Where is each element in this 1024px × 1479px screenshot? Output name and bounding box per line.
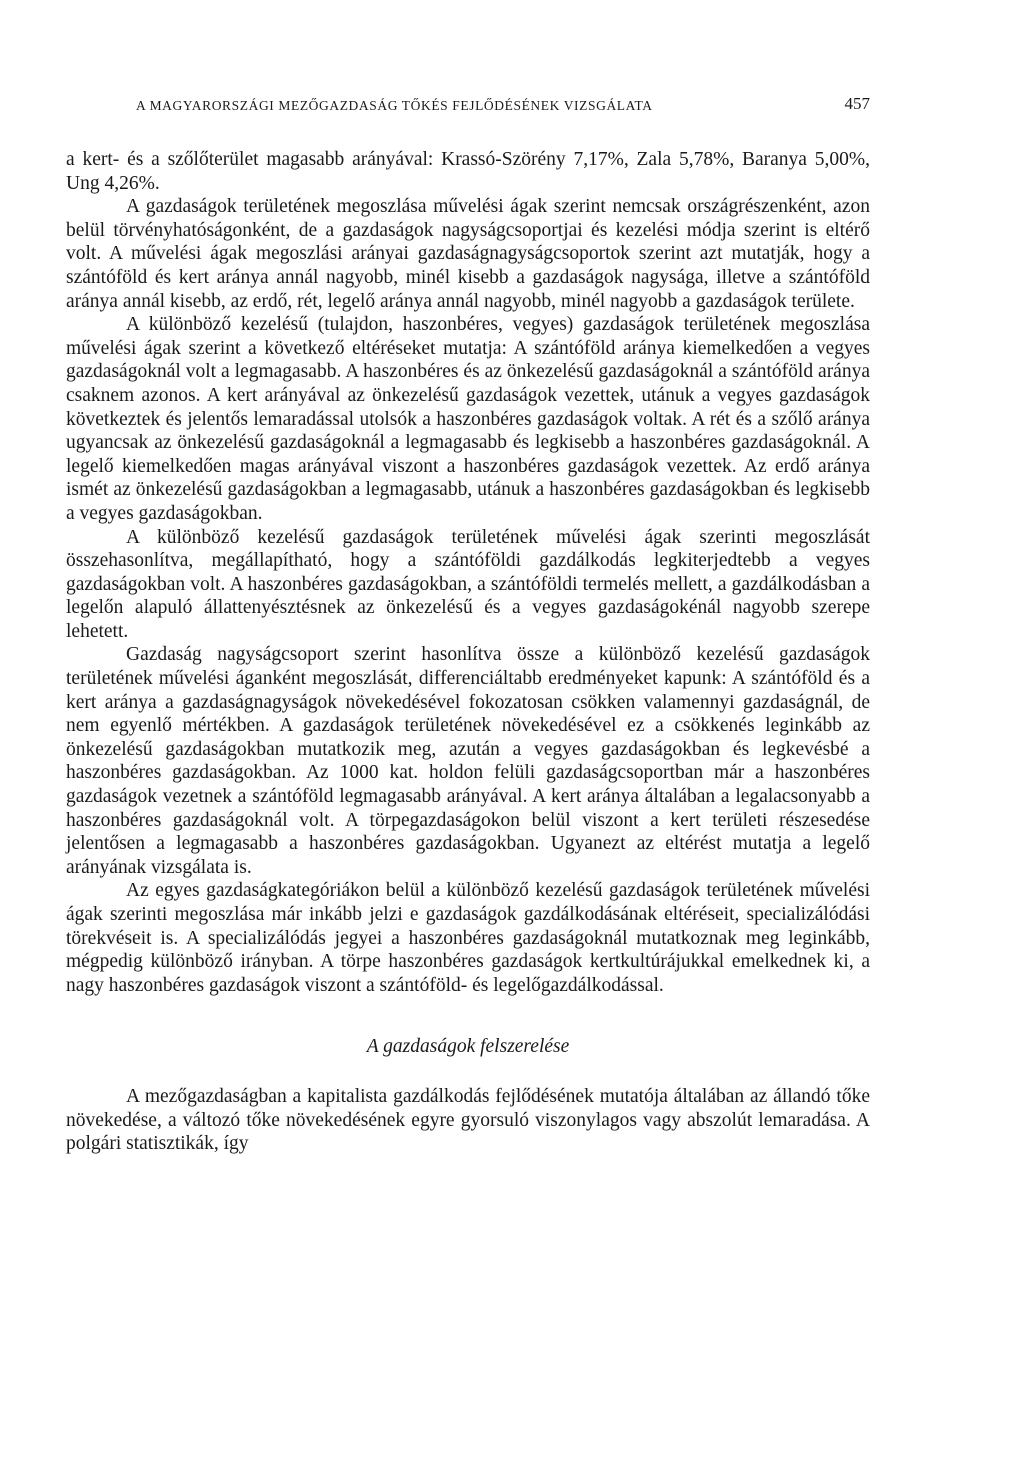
paragraph: Az egyes gazdaságkategóriákon belül a különböző kezelésű gazdaságok területének művelési ágak szerinti megoszlása már inkább jelzi e gazdaságok gazdálkodásának eltéréseit, specializálódási törekvéseit is. A specializálódás jegyei a haszonbéres gazdaságoknál mutatkoznak meg leginkább, mégpedig különböző irányban. A törpe haszonbéres gazdaságok kertkultúrájukkal emelkednek ki, a nagy haszonbéres gazdaságok viszont a szántóföld- és legelőgazdálkodással.	[66, 880, 870, 996]
book-page	[66, 92, 870, 1156]
paragraph: A különböző kezelésű gazdaságok területének művelési ágak szerinti megoszlását összehasonlítva, megállapítható, hogy a szántóföldi gazdálkodás legkiterjedtebb a vegyes gazdaságokban volt. A haszonbéres gazdaságokban, a szántóföldi termelés mellett, a gazdálkodásban a legelőn alapuló állattenyésztésnek az önkezelésű és a vegyes gazdaságokénál nagyobb szerepe lehetett.	[66, 526, 870, 642]
paragraph: A mezőgazdaságban a kapitalista gazdálkodás fejlődésének mutatója általában az állandó tőke növekedése, a változó tőke növekedésének egyre gyorsuló viszonylagos vagy abszolút lemaradása. A polgári statisztikák, így	[66, 1085, 870, 1155]
running-title: A MAGYARORSZÁGI MEZŐGAZDASÁG TŐKÉS FEJLŐDÉSÉNEK VIZSGÁLATA	[136, 98, 653, 113]
page-number: 457	[844, 94, 870, 113]
running-header	[66, 92, 870, 122]
paragraph: Gazdaság nagyságcsoport szerint hasonlítva össze a különböző kezelésű gazdaságok területének művelési áganként megoszlását, differenciáltabb eredményeket kapunk: A szántóföld és a kert aránya a gazdaságnagyságok növekedésével fokozatosan csökken valamennyi gazdaságnál, de nem egyenlő mértékben. A gazdaságok területének növekedésével ez a csökkenés leginkább az önkezelésű gazdaságokban mutatkozik meg, azután a vegyes gazdaságokban és legkevésbé a haszonbéres gazdaságokban. Az 1000 kat. holdon felüli gazdaságcsoportban már a haszonbéres gazdaságok vezetnek a szántóföld legmagasabb arányával. A kert aránya általában a legalacsonyabb a haszonbéres gazdaságoknál volt. A törpegazdaságokon belül viszont a kert területi részesedése jelentősen a legmagasabb a haszonbéres gazdaságokban. Ugyanezt az eltérést mutatja a legelő arányának vizsgálata is.	[66, 644, 870, 878]
paragraph: a kert- és a szőlőterület magasabb arányával: Krassó-Szörény 7,17%, Zala 5,78%, Baranya 5,00%, Ung 4,26%.	[66, 149, 870, 194]
body-text	[66, 148, 870, 1156]
paragraph: A különböző kezelésű (tulajdon, haszonbéres, vegyes) gazdaságok területének megoszlása művelési ágak szerint a következő eltéréseket mutatja: A szántóföld aránya kiemelkedően a vegyes gazdaságoknál volt a legmagasabb. A haszonbéres és az önkezelésű gazdaságoknál a szántóföld aránya csaknem azonos. A kert arányával az önkezelésű gazdaságok vezettek, utánuk a vegyes gazdaságok következtek és jelentős lemaradással utolsók a haszonbéres gazdaságok voltak. A rét és a szőlő aránya ugyancsak az önkezelésű gazdaságoknál a legmagasabb és legkisebb a haszonbéres gazdaságoknál. A legelő kiemelkedően magas arányával viszont a haszonbéres gazdaságok vezettek. Az erdő aránya ismét az önkezelésű gazdaságokban a legmagasabb, utánuk a haszonbéres gazdaságokban és legkisebb a vegyes gazdaságokban.	[66, 314, 870, 524]
section-title: A gazdaságok felszerelése	[366, 1036, 570, 1058]
paragraph: A gazdaságok területének megoszlása művelési ágak szerint nemcsak országrészenként, azon belül törvényhatóságonként, de a gazdaságok nagyságcsoportjai és kezelési módja szerint is eltérő volt. A művelési ágak megoszlási arányai gazdaságnagyságcsoportok szerint azt mutatják, hogy a szántóföld és kert aránya annál nagyobb, minél kisebb a gazdaságok nagysága, illetve a szántóföld aránya annál kisebb, az erdő, rét, legelő aránya annál nagyobb, minél nagyobb a gazdaságok területe.	[66, 196, 870, 312]
